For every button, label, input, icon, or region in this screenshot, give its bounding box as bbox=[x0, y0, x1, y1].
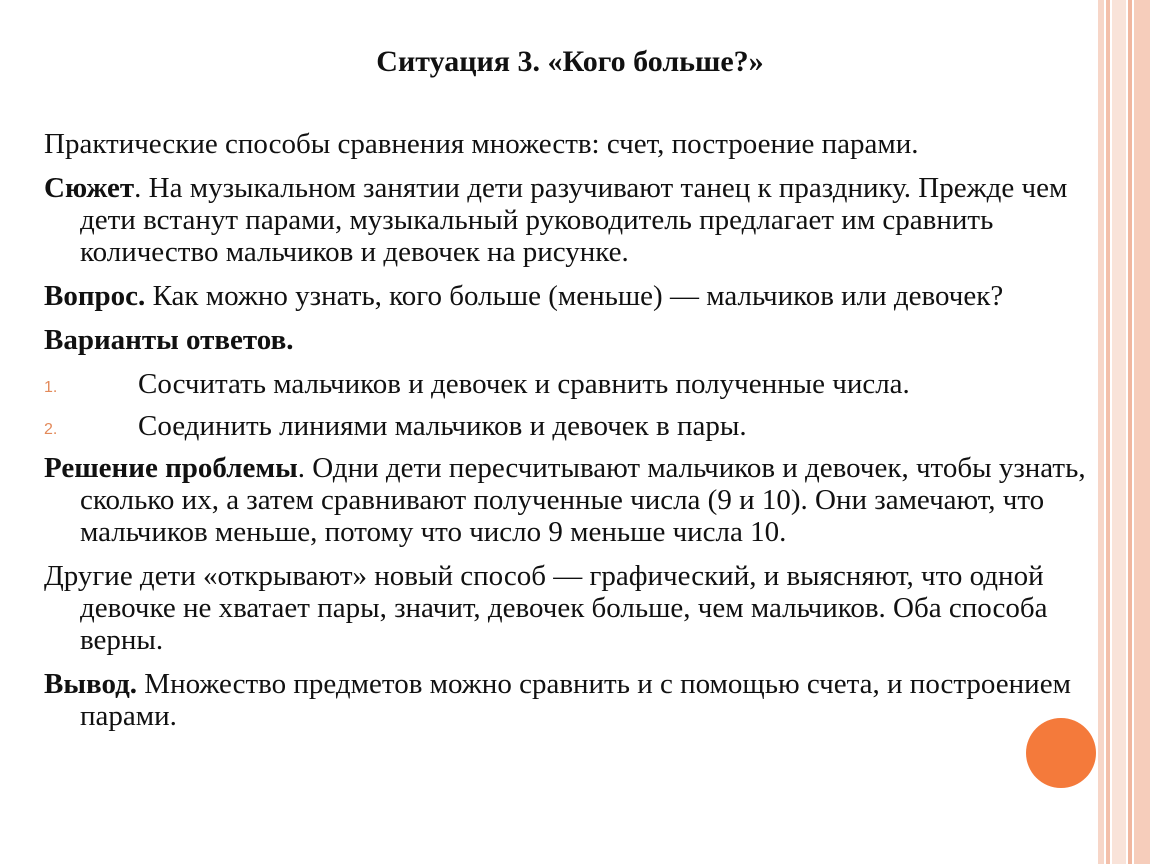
answer-item-2 bbox=[44, 410, 1104, 442]
answer-item-1 bbox=[44, 368, 1104, 400]
answer-number: 2. bbox=[44, 421, 58, 438]
answer-text: Сосчитать мальчиков и девочек и сравнить полученные числа. bbox=[138, 368, 910, 400]
decorative-stripe bbox=[1128, 0, 1132, 864]
decorative-stripe bbox=[1134, 0, 1150, 864]
plot-paragraph bbox=[44, 172, 1104, 268]
answers-heading: Варианты ответов. bbox=[44, 324, 294, 356]
answer-number: 1. bbox=[44, 379, 58, 396]
intro-paragraph: Практические способы сравнения множеств: счет, построение парами. bbox=[44, 128, 919, 160]
decorative-stripe bbox=[1112, 0, 1126, 864]
conclusion-text: Множество предметов можно сравнить и с помощью счета, и построением парами. bbox=[80, 668, 1071, 732]
question-paragraph bbox=[44, 280, 1104, 312]
slide-title bbox=[0, 44, 1150, 80]
conclusion-label: Вывод. bbox=[44, 668, 138, 700]
plot-label: Сюжет bbox=[44, 172, 135, 204]
other-paragraph: Другие дети «открывают» новый способ — графический, и выясняют, что одной девочке не хватает пары, значит, девочек больше, чем мальчиков. Оба способа верны. bbox=[44, 560, 1048, 656]
question-text: Как можно узнать, кого больше (меньше) — мальчиков или девочек? bbox=[145, 280, 1004, 312]
slide-title-text: Ситуация 3. «Кого больше?» bbox=[376, 45, 764, 78]
slide-body bbox=[44, 128, 1104, 744]
question-label: Вопрос. bbox=[44, 280, 146, 312]
decorative-stripe bbox=[1106, 0, 1110, 864]
solution-label: Решение проблемы bbox=[44, 452, 298, 484]
solution-text: . Одни дети пересчитывают мальчиков и девочек, чтобы узнать, сколько их, а затем сравнивают полученные числа (9 и 10). Они замечают, что мальчиков меньше, потому что число 9 меньше числа 10. bbox=[80, 452, 1086, 548]
conclusion-paragraph bbox=[44, 668, 1104, 732]
answer-text: Соединить линиями мальчиков и девочек в пары. bbox=[138, 410, 747, 442]
orange-circle-decoration bbox=[1026, 718, 1096, 788]
plot-text: . На музыкальном занятии дети разучивают танец к празднику. Прежде чем дети встанут парами, музыкальный руководитель предлагает им сравнить количество мальчиков и девочек на рисунке. bbox=[80, 172, 1068, 268]
solution-paragraph bbox=[44, 452, 1104, 548]
